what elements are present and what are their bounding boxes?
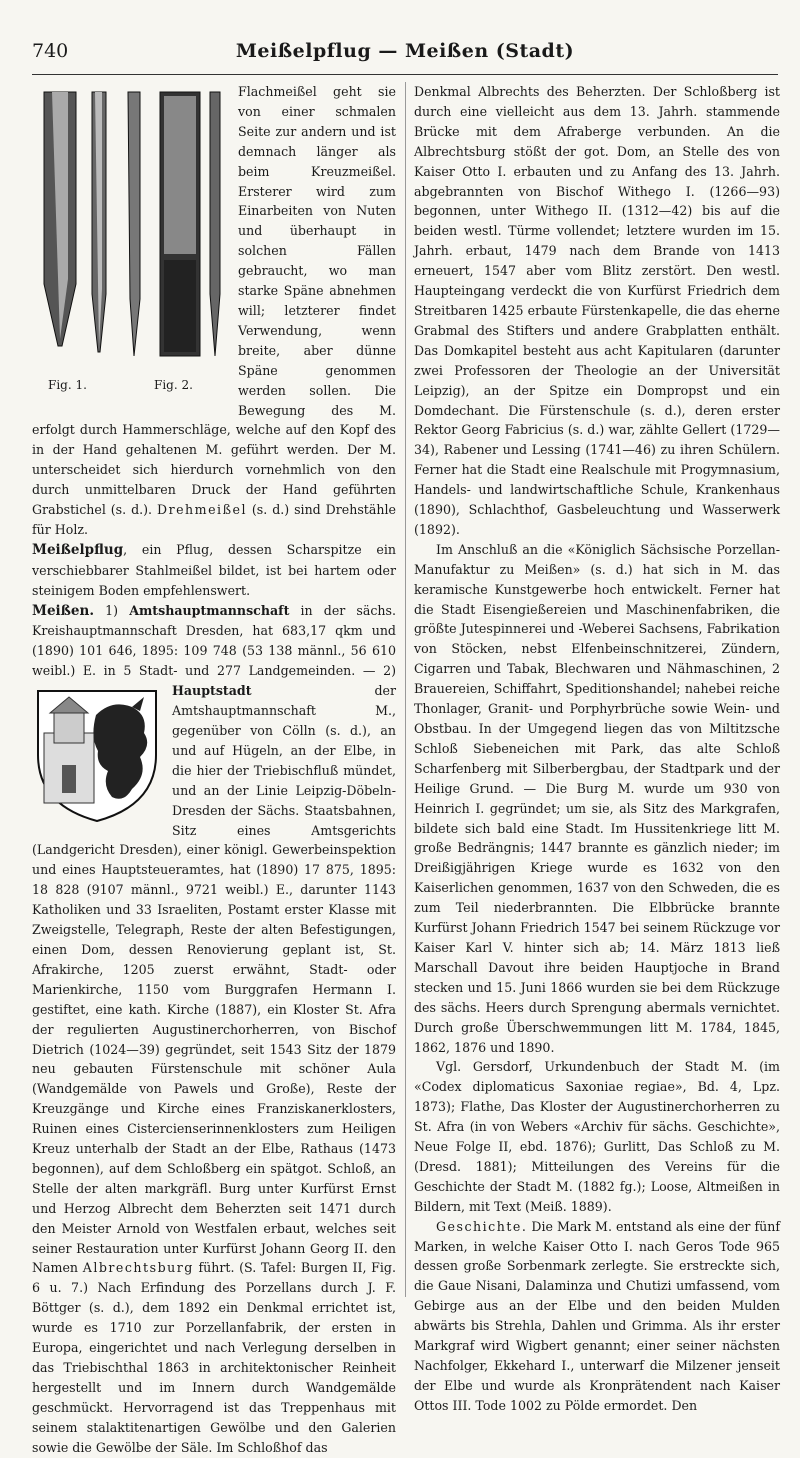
paragraph-denkmal: Denkmal Albrechts des Beherzten. Der Schloßberg ist durch eine vielleicht aus dem 13. Jahrh. stammende Brücke mit dem Afraberge verbunden. An die Albrechtsburg stößt der got. Dom, an Stelle des von Kaiser Otto I. erbauten und zu Anfang des 13. Jahrh. abgebrannten von Bischof Withego I. (1266—93) begonnen, unter Withego II. (1312—42) bis auf die beiden westl. Türme vollendet; letztere wurden im 15. Jahrh. erbaut, 1479 nach dem Brande von 1413 erneuert, 1547 aber vom Blitz zerstört. Den westl. Haupteingang verdeckt die von Kurfürst Friedrich dem Streitbaren 1425 erbaute Fürstenkapelle, die das eherne Grabmal des Stifters und andere Grabplatten enthält. Das Domkapitel besteht aus acht Kapitularen (darunter zwei Professoren der Theologie an der Universität Leipzig), an der Spitze ein Dompropst und ein Domdechant. Die Fürstenschule (s. d.), deren erster Rektor Georg Fabricius (s. d.) war, zählte Gellert (1729—34), Rabener und Lessing (1741—46) zu ihren Schülern. Ferner hat die Stadt eine Realschule mit Progymnasium, Handels- und landwirtschaftliche Schule, Krankenhaus (1890), Schlachthof, Gasbeleuchtung und Wasserwerk (1892). xyxy=(414,84,780,537)
header-rule xyxy=(32,74,778,75)
sense-1-text: in der sächs. Kreishauptmannschaft Dresden, hat 683,17 qkm und (1890) 101 646, 1895: 109 748 (53 138 männl., 56 610 weibl.) E. in 5 Stadt- und 277 Landgemeinden. — xyxy=(32,602,396,679)
meisselpflug-text: , ein Pflug, dessen Scharspitze ein verschiebbarer Stahlmeißel bildet, ist bei hartem oder steinigem Boden empfehlenswert. xyxy=(32,541,396,598)
intro-text-2: (s. d.) sind Drehstähle für Holz. xyxy=(32,502,396,537)
drehmeissel-term: Drehmeißel xyxy=(156,502,247,518)
paragraph-history xyxy=(414,1217,780,1416)
page-number: 740 xyxy=(32,40,69,62)
paragraph-literature: Vgl. Gersdorf, Urkundenbuch der Stadt M. (im «Codex diplomaticus Saxoniae regiae», Bd. 4, Lpz. 1873); Flathe, Das Kloster der Augustinerchorherren zu St. Afra (in von Webers «Archiv für sächs. Geschichte», Neue Folge II, ebd. 1876); Gurlitt, Das Schloß zu M. (Dresd. 1881); Mitteilungen des Vereins für die Geschichte der Stadt M. (1882 fg.); Loose, Altmeißen in Bildern, mit Text (Meiß. 1889). xyxy=(414,1059,780,1214)
intro-paragraph xyxy=(32,82,396,540)
headword-meisselpflug: Meißelpflug xyxy=(32,541,124,558)
figure-caption-1: Fig. 1. xyxy=(48,378,87,392)
chisels-illustration-icon xyxy=(32,84,228,374)
left-column xyxy=(32,82,396,1455)
column-divider xyxy=(405,82,406,1297)
entry-meisselpflug xyxy=(32,540,396,601)
sense-2-label: 2) xyxy=(383,663,396,679)
history-text: Die Mark M. entstand als eine der fünf Marken, in welche Kaiser Otto I. nach Geros Tode 965 dessen große Sorbenmark zerlegte. Sie erstreckte sich, die Gaue Nisani, Dalaminza und Chutizi umfassend, vom Gebirge aus an der Elbe und den beiden Mulden abwärts bis Strehla, Dahlen und Grimma. Als ihr erster Markgraf wird Wigbert genannt; einer seiner nächsten Nachfolger, Ekkehard I., unterwarf die Milzener jenseit der Elbe und wurde als Kronprätendent nach Kaiser Ottos III. Tode 1002 zu Pölde ermordet. Den xyxy=(414,1218,780,1413)
right-column xyxy=(414,82,780,1413)
paragraph-industry: Im Anschluß an die «Königlich Sächsische Porzellan-Manufaktur zu Meißen» (s. d.) hat sich in M. das keramische Kunstgewerbe hoch entwickelt. Ferner hat die Stadt Eisengießereien und Maschinenfabriken, die größte Jutespinnerei und -Weberei Sachsens, Fabrikation von Stöcken, nebst Elfenbeinschnitzerei, Zündern, Cigarren und Tabak, Blechwaren und Nähmaschinen, 2 Brauereien, Schiffahrt, Speditionshandel; nahebei reiche Thonlager, Granit- und Porphyrbrüche sowie Wein- und Obstbau. In der Umgegend liegen das von Miltitzsche Schloß Siebeneichen mit Park, das alte Schloß Scharfenberg mit Silberbergbau, der Stadtpark und der Heilige Grund. — Die Burg M. wurde um 930 von Heinrich I. gegründet; um sie, als Sitz des Markgrafen, bildete sich bald eine Stadt. Im Hussitenkriege litt M. große Bedrängnis; 1447 brannte es gänzlich nieder; im Dreißigjährigen Kriege wurde es 1632 von den Kaiserlichen genommen, 1637 von den Schweden, die es zum Teil niederbrannten. Die Elbbrücke brannte Kurfürst Johann Friedrich 1547 bei seinem Rückzuge vor Kaiser Karl V. hinter sich ab; 14. März 1813 ließ Marschall Davout ihre beiden Hauptjoche in Brand stecken und 15. Juni 1866 wurden sie bei dem Rückzuge des sächs. Heers durch Sprengung abermals vernichtet. Durch große Überschwemmungen litt M. 1784, 1845, 1862, 1876 und 1890. xyxy=(414,541,780,1055)
amtshauptmannschaft-term: Amtshauptmannschaft xyxy=(129,602,290,618)
running-title: Meißelpflug — Meißen (Stadt) xyxy=(235,40,575,62)
entry-meissen xyxy=(32,601,396,1458)
coat-of-arms xyxy=(32,685,162,825)
page-header xyxy=(32,40,778,70)
sense-2-text-2: führt. (S. Tafel: Burgen II, Fig. 6 u. 7.) Nach Erfindung des Porzellans durch J. F. Böttger (s. d.), dem 1892 ein Denkmal errichtet ist, wurde es 1710 zur Porzellanfabrik, der ersten in Europa, eingerichtet und nach Verlegung derselben in das Triebischthal 1863 in architektonischer Reinheit hergestellt und im Innern durch Wandgemälde geschmückt. Hervorragend ist das Treppenhaus mit seinem stalaktitenartigen Gewölbe und den Galerien sowie die Gewölbe der Säle. Im Schloßhof das xyxy=(32,1260,396,1455)
chisel-figure xyxy=(32,84,228,402)
geschichte-heading: Geschichte. xyxy=(436,1218,528,1234)
figure-caption-2: Fig. 2. xyxy=(154,378,193,392)
headword-meissen: Meißen. xyxy=(32,602,95,619)
sense-1-label: 1) xyxy=(105,602,119,618)
intro-text: Flachmeißel geht sie von einer schmalen Seite zur andern und ist demnach länger als beim Kreuzmeißel. Ersterer wird zum Einarbeiten von Nuten und überhaupt in solchen Fällen gebraucht, wo man starke Späne abnehmen will; letzterer findet Verwendung, wenn breite, aber dünne Späne genommen werden sollen. Die Bewegung des M. erfolgt durch Hammerschläge, welche auf den Kopf des in der Hand gehaltenen M. geführt werden. Der M. unterscheidet sich hierdurch vornehmlich von den durch unmittelbaren Druck der Hand geführten Grabstichel (s. d.). xyxy=(32,84,396,518)
albrechtsburg-term: Albrechtsburg xyxy=(82,1260,194,1276)
coat-of-arms-meissen-icon xyxy=(32,685,162,825)
sense-2-text: der Amtshauptmannschaft M., gegenüber von Cölln (s. d.), an und auf Hügeln, an der Elbe, in die hier der Triebischfluß mündet, und an der Linie Leipzig-Döbeln-Dresden der Sächs. Staatsbahnen, Sitz eines Amtsgerichts (Landgericht Dresden), einer königl. Gewerbeinspektion und eines Hauptsteueramtes, hat (1890) 17 875, 1895: 18 828 (9107 männl., 9721 weibl.) E., darunter 1143 Katholiken und 33 Israeliten, Postamt erster Klasse mit Zweigstelle, Telegraph, Reste der alten Befestigungen, einen Dom, dessen Renovierung geplant ist, St. Afrakirche, 1205 zuerst erwähnt, Stadt- oder Marienkirche, 1150 vom Burggrafen Hermann I. gestiftet, eine kath. Kirche (1887), ein Kloster St. Afra der regulierten Augustinerchorherren, von Bischof Dietrich (1024—39) gegründet, seit 1543 Sitz der 1879 neu gebauten Fürstenschule mit schöner Aula (Wandgemälde von Pawels und Große), Reste der Kreuzgänge und Kirche eines Franziskanerklosters, Ruinen eines Cistercienserinnenklosters zum Heiligen Kreuz unterhalb der Stadt an der Elbe, Rathaus (1473 begonnen), auf dem Schloßberg ein spätgot. Schloß, an Stelle der alten markgräfl. Burg unter Kurfürst Ernst und Herzog Albrecht dem Beherzten seit 1471 durch den Meister Arnold von Westfalen erbaut, welches seit seiner Restauration unter Kurfürst Johann Georg II. den Namen xyxy=(32,683,396,1276)
hauptstadt-term: Hauptstadt xyxy=(172,683,252,699)
